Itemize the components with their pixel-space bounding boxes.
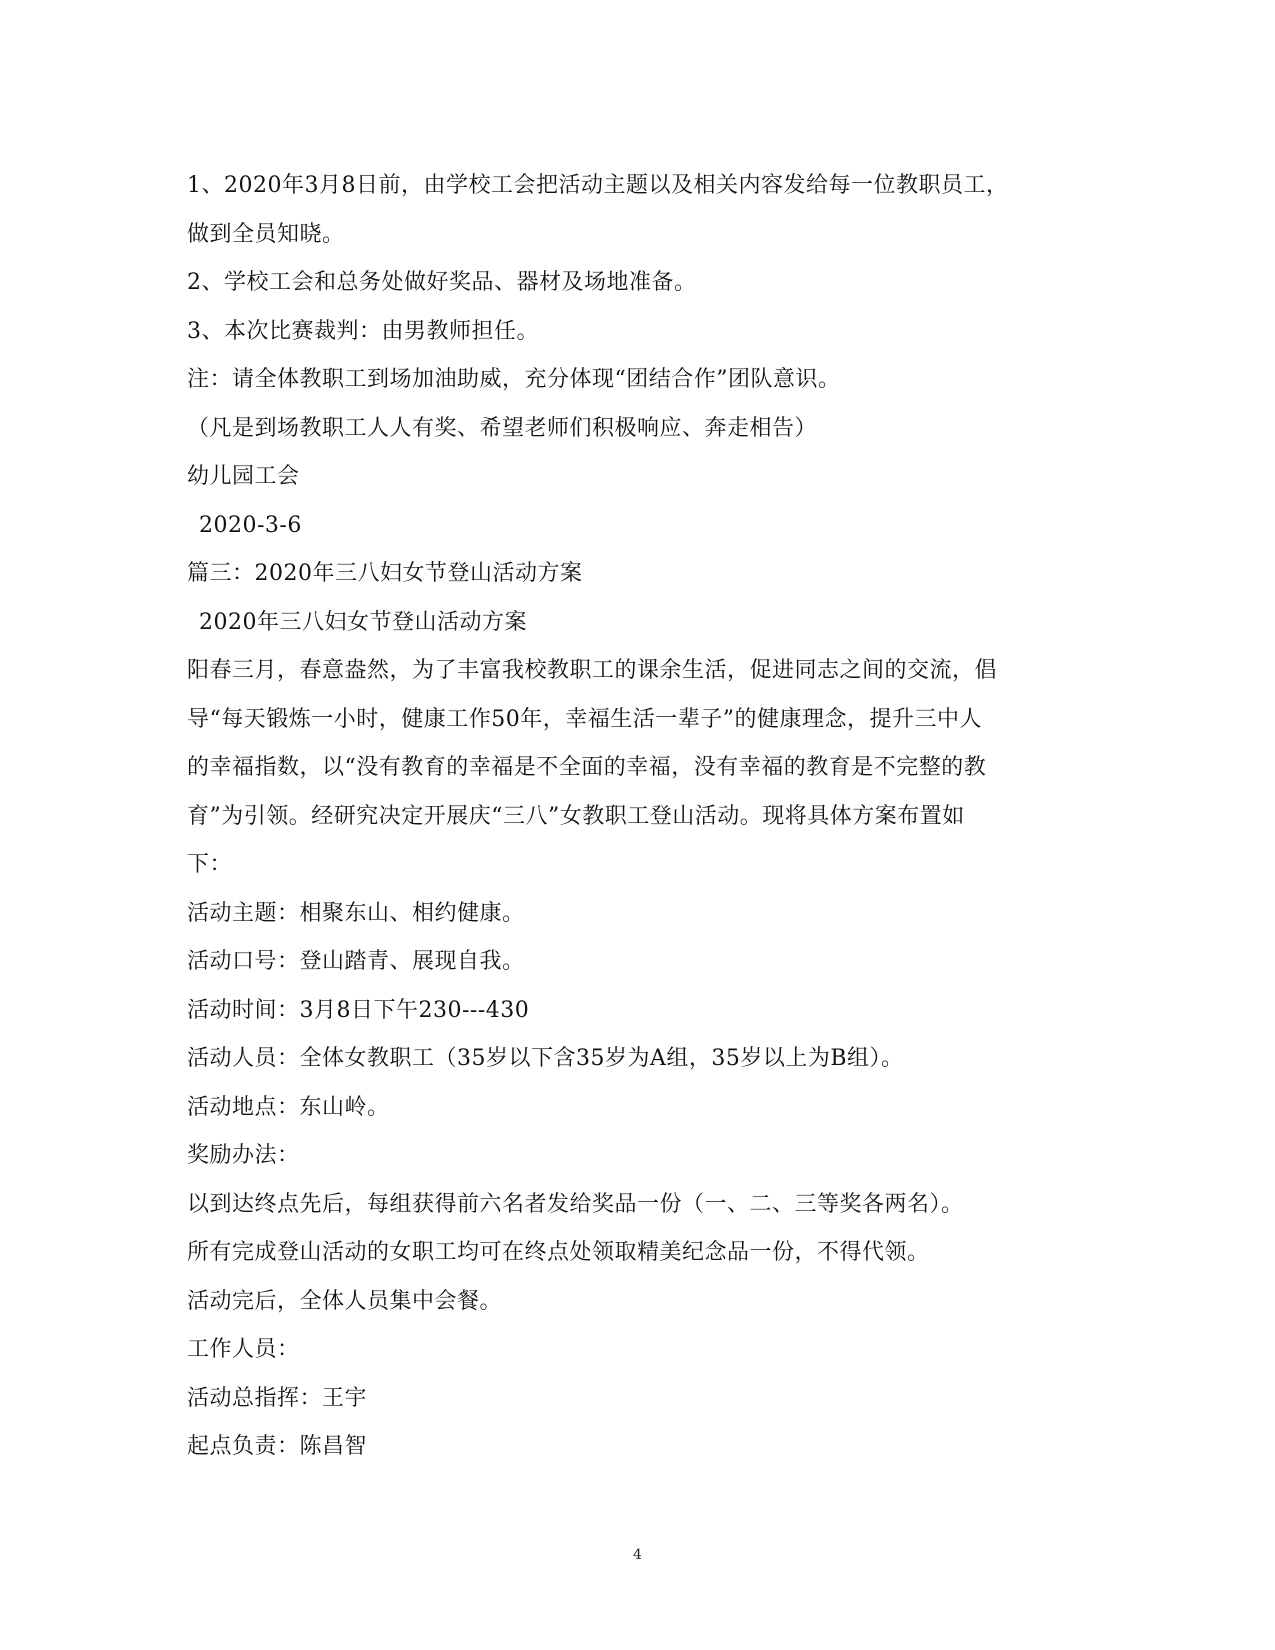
- text-line: 下：: [187, 852, 233, 877]
- activity-theme: 活动主题：相聚东山、相约健康。: [187, 900, 525, 926]
- signature-date: 2020-3-6: [199, 512, 302, 538]
- activity-time: 活动时间：3月8日下午230---430: [187, 997, 530, 1023]
- text-line: 2、学校工会和总务处做好奖品、器材及场地准备。: [187, 270, 697, 295]
- document-body: [187, 162, 1087, 1472]
- text-line: 注：请全体教职工到场加油助威，充分体现“团结合作”团队意识。: [187, 367, 841, 392]
- signature-org: 幼儿园工会: [187, 464, 300, 489]
- text-line: 活动完后，全体人员集中会餐。: [187, 1288, 503, 1314]
- section-heading: 篇三：2020年三八妇女节登山活动方案: [187, 561, 583, 586]
- staff-heading: 工作人员：: [187, 1337, 300, 1362]
- text-line: 以到达终点先后，每组获得前六名者发给奖品一份（一、二、三等奖各两名）。: [187, 1191, 964, 1217]
- staff-start-point: 起点负责：陈昌智: [187, 1434, 368, 1459]
- text-line: 的幸福指数，以“没有教育的幸福是不全面的幸福，没有幸福的教育是不完整的教: [187, 755, 987, 780]
- text-line: 做到全员知晓。: [187, 221, 345, 247]
- activity-location: 活动地点：东山岭。: [187, 1094, 390, 1120]
- text-line: （凡是到场教职工人人有奖、希望老师们积极响应、奔走相告）: [187, 415, 818, 441]
- text-line: 育”为引领。经研究决定开展庆“三八”女教职工登山活动。现将具体方案布置如: [187, 803, 965, 829]
- page-number: 4: [633, 1547, 642, 1563]
- staff-commander: 活动总指挥：王宇: [187, 1385, 368, 1411]
- section-title: 2020年三八妇女节登山活动方案: [199, 609, 527, 635]
- reward-heading: 奖励办法：: [187, 1143, 300, 1168]
- text-line: 3、本次比赛裁判：由男教师担任。: [187, 318, 539, 344]
- text-line: 阳春三月，春意盎然，为了丰富我校教职工的课余生活，促进同志之间的交流，倡: [187, 658, 998, 683]
- activity-slogan: 活动口号：登山踏青、展现自我。: [187, 949, 525, 974]
- text-line: 1、2020年3月8日前，由学校工会把活动主题以及相关内容发给每一位教职员工，: [187, 173, 1009, 198]
- text-line: 导“每天锻炼一小时，健康工作50年，幸福生活一辈子”的健康理念，提升三中人: [187, 706, 982, 732]
- text-line: 所有完成登山活动的女职工均可在终点处领取精美纪念品一份，不得代领。: [187, 1240, 930, 1265]
- activity-participants: 活动人员：全体女教职工（35岁以下含35岁为A组，35岁以上为B组）。: [187, 1046, 904, 1071]
